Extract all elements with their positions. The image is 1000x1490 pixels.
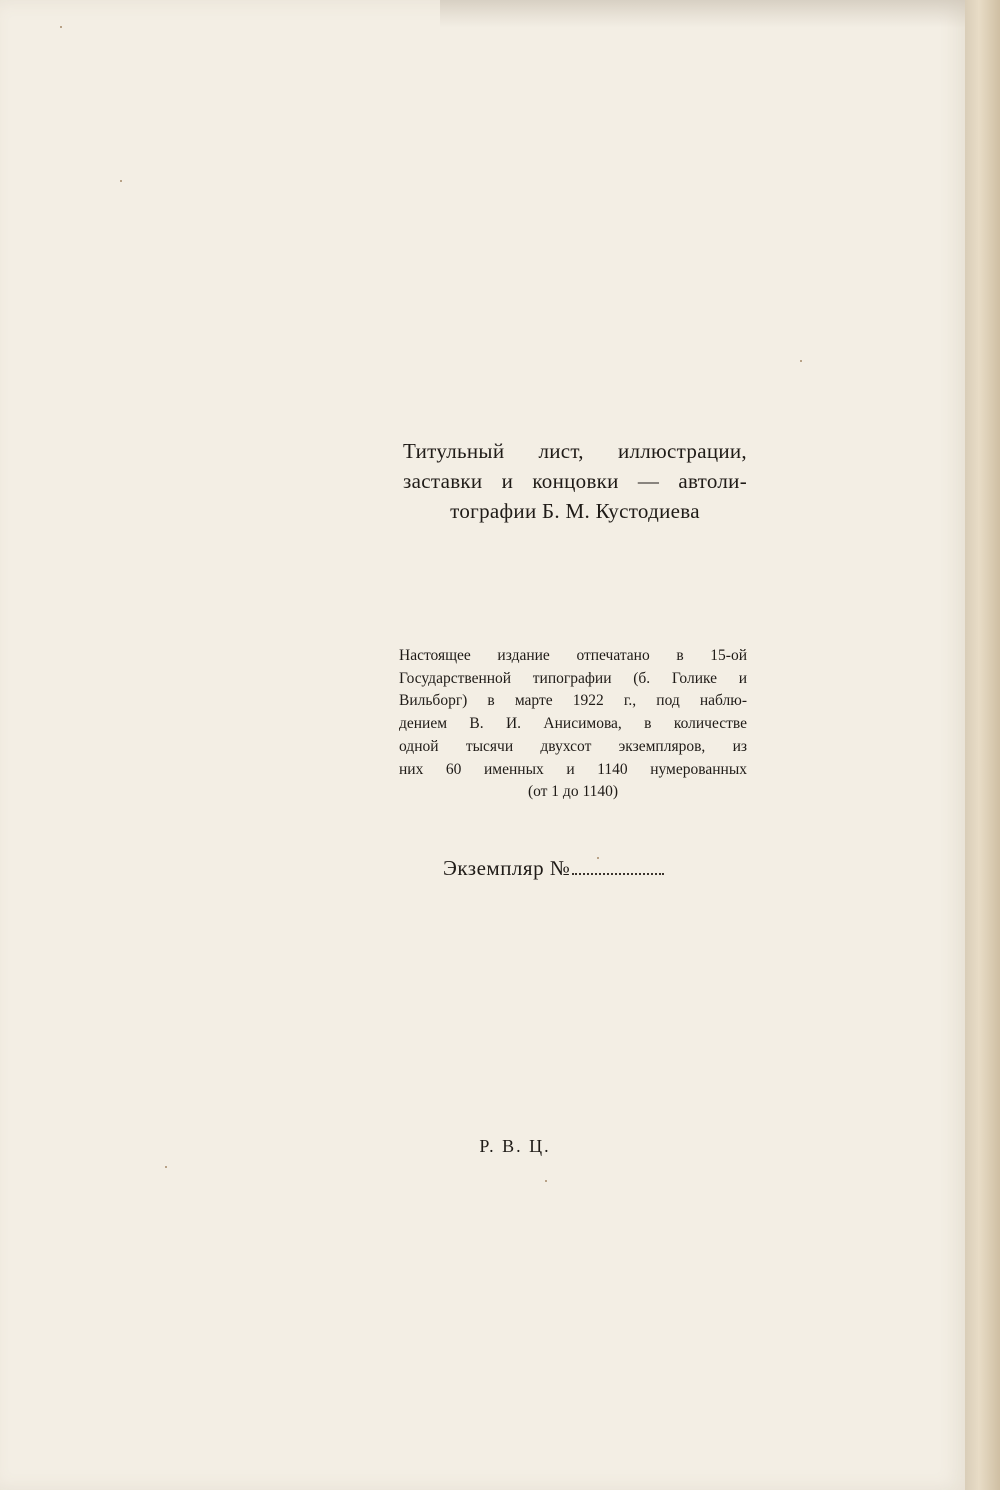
paper-speck bbox=[545, 1180, 547, 1182]
colophon-line: одной тысячи двухсот экземпляров, из bbox=[399, 737, 747, 755]
colophon-line: (от 1 до 1140) bbox=[527, 783, 619, 801]
colophon-line: Вильборг) в марте 1922 г., под наблю- bbox=[399, 692, 747, 710]
colophon-line: Настоящее издание отпечатано в 15-ой bbox=[399, 647, 747, 664]
page-edge bbox=[965, 0, 1000, 1490]
colophon bbox=[399, 645, 747, 804]
paper-speck bbox=[120, 180, 122, 182]
credits-line: Титульный лист, иллюстрации, bbox=[403, 439, 747, 463]
colophon-line: Государственной типографии (б. Голике и bbox=[399, 669, 747, 687]
paper-speck bbox=[800, 360, 802, 362]
credits-line: тографии Б. М. Кустодиева bbox=[450, 499, 700, 523]
colophon-line: них 60 именных и 1140 нумерованных bbox=[399, 760, 747, 778]
top-shadow bbox=[440, 0, 965, 28]
copy-number bbox=[443, 856, 664, 881]
publisher-mark: Р. В. Ц. bbox=[479, 1136, 551, 1156]
colophon-line: дением В. И. Анисимова, в количестве bbox=[399, 715, 747, 733]
copy-number-label: Экземпляр № bbox=[443, 856, 571, 880]
paper-speck bbox=[165, 1166, 167, 1168]
illustration-credits bbox=[403, 436, 747, 526]
credits-line: заставки и концовки — автоли- bbox=[403, 469, 747, 493]
paper-speck bbox=[60, 26, 62, 28]
copy-number-blank bbox=[572, 857, 664, 875]
